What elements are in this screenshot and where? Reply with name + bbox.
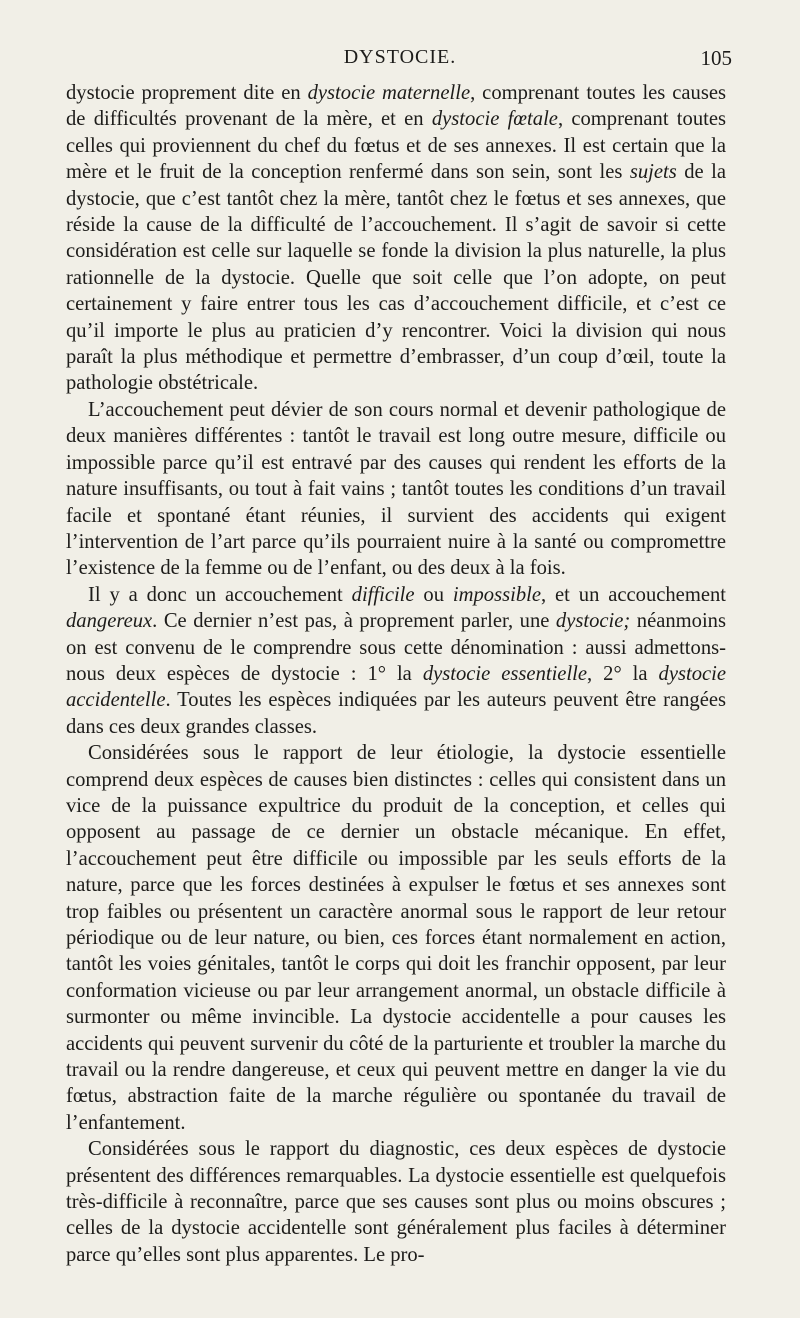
page-header bbox=[68, 46, 732, 76]
text-run: , comprenant toutes les causes de difficultés provenant de la mère, et en bbox=[66, 82, 726, 131]
italic-term: dystocie fœtale bbox=[431, 108, 558, 131]
text-run: Il y a donc un accouchement bbox=[88, 583, 352, 606]
paragraph-4 bbox=[66, 740, 726, 1136]
text-run: Considérées sous le rapport du diagnostic, ces deux espèces de dystocie présentent des différences remarquables. La dystocie essentielle est quelquefois très-difficile à reconnaître, parce que ses causes sont plus ou moins obscures ; celles de la dystocie accidentelle sont généralement plus faciles à déterminer parce qu’elles sont plus apparentes. Le pro- bbox=[66, 1138, 726, 1266]
page-number: 105 bbox=[700, 46, 732, 70]
text-run: ou bbox=[414, 583, 453, 606]
text-run: dystocie proprement dite en bbox=[66, 82, 308, 104]
text-run: . Toutes les espèces indiquées par les auteurs peuvent être rangées dans ces deux grandes classes. bbox=[66, 689, 726, 738]
text-run: de la dystocie, que c’est tantôt chez la mère, tantôt chez le fœtus et ses annexes, que réside la cause de la difficulté de l’accouchement. Il s’agit de savoir si cette considération est celle sur laquelle se fonde la division la plus naturelle, la plus rationnelle de la dystocie. Quelle que soit celle que l’on adopte, on peut certainement y faire entrer tous les cas d’accouchement difficile, et c’est ce qu’il importe le plus au praticien d’y rencontrer. Voici la division qui nous paraît la plus méthodique et permettre d’embrasser, d’un coup d’œil, toute la pathologie obstétricale. bbox=[66, 161, 726, 395]
paragraph-2 bbox=[66, 397, 726, 582]
italic-term: dystocie essentielle bbox=[422, 662, 588, 685]
italic-term: dystocie; bbox=[555, 610, 631, 633]
italic-term: dystocie accidentelle bbox=[66, 662, 726, 712]
paragraph-1 bbox=[66, 80, 726, 397]
text-run: , et un accouchement bbox=[541, 583, 727, 606]
paragraph-3 bbox=[66, 582, 726, 740]
italic-term: difficile bbox=[351, 583, 415, 606]
text-run: Considérées sous le rapport de leur étiologie, la dystocie essentielle comprend deux espèces de causes bien distinctes : celles qui consistent dans un vice de la puissance expultrice du produit de la conception, et celles qui opposent au passage de ce dernier un obstacle mécanique. En effet, l’accouchement peut être difficile ou impossible par les seuls efforts de la nature, parce que les forces destinées à expulser le fœtus et ses annexes sont trop faibles ou présentent un caractère anormal sous le rapport de leur retour périodique ou de leur nature, ou bien, ces forces étant normalement en action, tantôt les voies génitales, tantôt le corps qui doit les franchir opposent, par leur conformation vicieuse ou par leur arrangement anormal, un obstacle difficile à surmonter ou même invincible. La dystocie accidentelle a pour causes les accidents qui peuvent survenir du côté de la parturiente et troubler la marche du travail ou la rendre dangereuse, et ceux qui peuvent mettre en danger la vie du fœtus, abstraction faite de la marche régulière ou spontanée du travail de l’enfantement. bbox=[66, 742, 726, 1134]
italic-term: dystocie maternelle bbox=[307, 82, 471, 104]
paragraph-5 bbox=[66, 1136, 726, 1268]
text-run: L’accouchement peut dévier de son cours normal et devenir pathologique de deux manières différentes : tantôt le travail est long outre mesure, difficile ou impossible parce qu’il est entravé par des causes qui rendent les efforts de la nature insuffisants, ou tout à fait vains ; tantôt toutes les conditions d’un travail facile et spontané étant réunies, il survient des accidents qui exigent l’intervention de l’art parce qu’ils pourraient nuire à la santé ou compromettre l’existence de la femme ou de l’enfant, ou des deux à la fois. bbox=[66, 398, 726, 580]
italic-term: impossible bbox=[452, 583, 542, 606]
text-run: . Ce dernier n’est pas, à proprement parler, une bbox=[152, 610, 556, 633]
text-run: , 2° la bbox=[587, 662, 659, 685]
italic-term: dangereux bbox=[66, 610, 153, 633]
italic-term: sujets bbox=[629, 161, 677, 184]
text-run: , comprenant toutes celles qui proviennent du chef du fœtus et de ses annexes. Il est certain que la mère et le fruit de la conception renfermé dans son sein, sont les bbox=[66, 108, 726, 184]
text-run: néanmoins on est convenu de le comprendre sous cette dénomination : aussi admettons-nous deux espèces de dystocie : 1° la bbox=[66, 610, 726, 685]
running-title: DYSTOCIE. bbox=[343, 46, 457, 68]
body-text bbox=[66, 80, 726, 1268]
